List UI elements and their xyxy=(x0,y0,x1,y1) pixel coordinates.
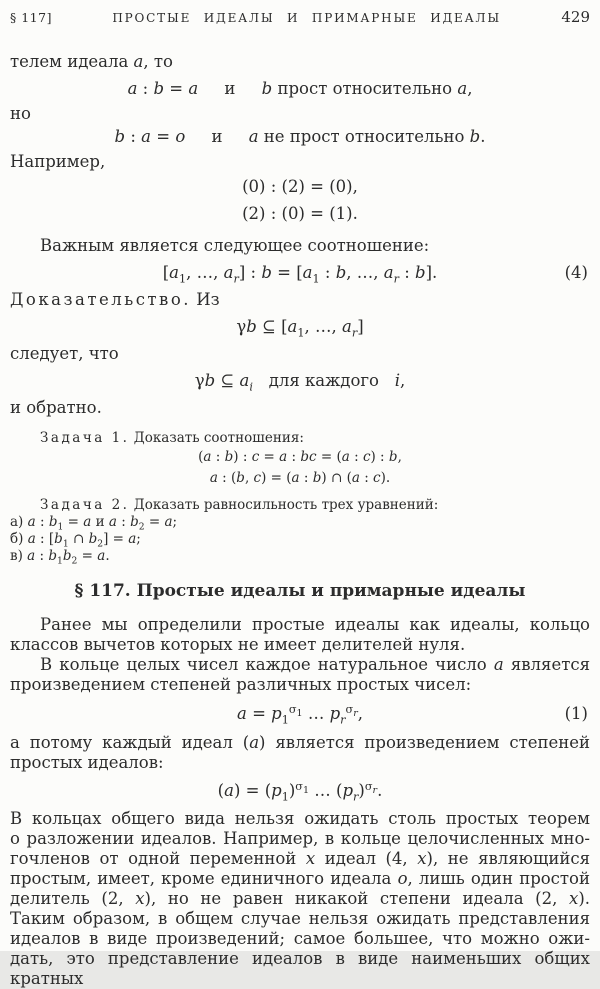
equation-body: [$a_1$, …, $a_r$] : $b = [a_1$ : b, …, $a_r$ : b]. xyxy=(162,263,438,286)
paragraph-line: гочленов от одной переменной x идеал (4, x), не являющийся xyxy=(10,849,591,868)
paragraph-line: классов вычетов которых не имеет делителей нуля. xyxy=(10,635,466,654)
display-equation: (a : b) : c = a : bc = (a : c) : b, xyxy=(198,449,402,465)
equation-number: (1) xyxy=(564,704,588,723)
problem-item: б) a : [$b_1$ ∩ $b_2] = a$; xyxy=(10,531,141,550)
display-equation: a : b = a и b прост относительно a, xyxy=(127,79,473,98)
equation-number: (4) xyxy=(564,263,588,282)
problem-heading: Задача 2. Доказать равносильность трех уравнений: xyxy=(40,497,439,513)
paragraph-line: Таким образом, в общем случае нельзя ожидать представления xyxy=(10,909,590,928)
section-ref: § 117] xyxy=(10,10,52,25)
display-equation: γb ⊆ [$a_1$, …, $a_r$] xyxy=(236,317,364,340)
text-line: и обратно. xyxy=(10,398,102,417)
paragraph-line: а потому каждый идеал (a) является произведением степеней xyxy=(10,733,590,752)
text-line: но xyxy=(10,104,31,123)
display-equation: b : a = o и a не прост относительно b. xyxy=(114,127,486,146)
running-head xyxy=(10,8,590,26)
equation-body: $a = p_1^{\sigma_1}$ … $p_r^{\sigma_r}$, xyxy=(236,702,364,727)
paragraph-line: В кольцах общего вида нельзя ожидать столь простых теорем xyxy=(10,809,590,828)
numbered-equation xyxy=(10,697,590,731)
text-line: Важным является следующее соотношение: xyxy=(40,236,430,255)
problem-item: в) a : $b_1b_2 = a$. xyxy=(10,548,110,567)
paragraph-line: произведением степеней различных простых чисел: xyxy=(10,675,472,694)
problem-item: а) a : $b_1 = a$ и a : $b_2 = a$; xyxy=(10,514,178,533)
paragraph-line: о разложении идеалов. Например, в кольце целочисленных мно- xyxy=(10,829,590,848)
running-title: ПРОСТЫЕ ИДЕАЛЫ И ПРИМАРНЫЕ ИДЕАЛЫ xyxy=(112,11,501,25)
display-equation: (2) : (0) = (1). xyxy=(242,204,358,223)
text-line: следует, что xyxy=(10,344,119,363)
proof-line: Доказательство. Из xyxy=(10,290,220,309)
section-heading: § 117. Простые идеалы и примарные идеалы xyxy=(74,581,526,601)
page-number: 429 xyxy=(561,8,590,26)
paragraph-line: простых идеалов: xyxy=(10,753,164,772)
paragraph-line: Ранее мы определили простые идеалы как идеалы, кольцо xyxy=(40,615,590,634)
problem-heading: Задача 1. Доказать соотношения: xyxy=(40,430,304,446)
text-line: телем идеала a, то xyxy=(10,52,173,71)
paragraph-line: делитель (2, x), но не равен никакой степени идеала (2, x). xyxy=(10,889,590,908)
display-equation: $(a) = (p_1)^{\sigma_1}$ … $(p_r)^{\sigma_r}$. xyxy=(217,779,383,804)
text-line: Например, xyxy=(10,152,106,171)
paragraph-line: идеалов в виде произведений; самое большее, что можно ожи- xyxy=(10,929,590,948)
display-equation: γb ⊆ $a_i$ для каждого i, xyxy=(194,371,406,394)
paragraph-line: дать, это представление идеалов в виде наименьших общих кратных xyxy=(10,949,590,988)
numbered-equation xyxy=(10,258,590,288)
display-equation: (0) : (2) = (0), xyxy=(242,177,358,196)
display-equation: a : (b, c) = (a : b) ∩ (a : c). xyxy=(209,470,391,486)
paragraph-line: простым, имеет, кроме единичного идеала o, лишь один простой xyxy=(10,869,590,888)
paragraph-line: В кольце целых чисел каждое натуральное число a является xyxy=(40,655,590,674)
